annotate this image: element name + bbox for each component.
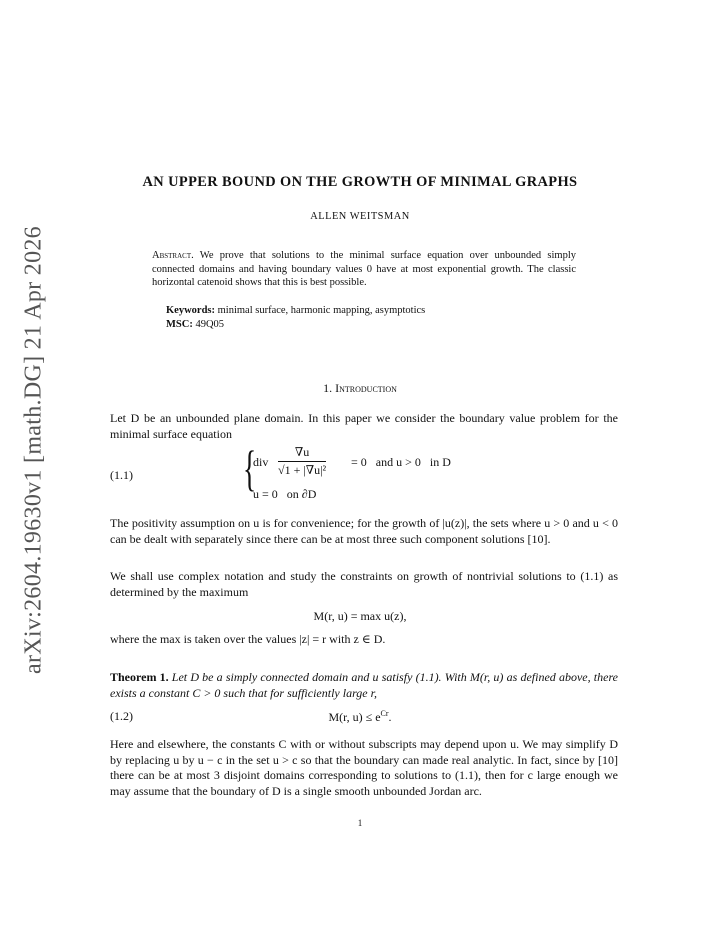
eq-fraction-numerator: ∇u xyxy=(294,445,310,459)
msc-label: MSC: xyxy=(166,319,193,330)
equation-1-1-number: (1.1) xyxy=(110,468,133,482)
abstract-label: Abstract. xyxy=(152,250,194,261)
paper-title: AN UPPER BOUND ON THE GROWTH OF MINIMAL GRAPHS xyxy=(142,174,578,190)
paragraph-3: We shall use complex notation and study the constraints on growth of nontrivial solutions to (1.1) as determined by the maximum xyxy=(110,569,618,599)
arxiv-id-text: arXiv:2604.19630v1 [math.DG] 21 Apr 2026 xyxy=(20,226,47,674)
abstract-text: We prove that solutions to the minimal surface equation over unbounded simply connected domains and having boundary values 0 have at most exponential growth. The classic horizontal catenoid shows that this is best possible. xyxy=(152,250,576,289)
keywords-line xyxy=(166,305,425,316)
section-title: Introduction xyxy=(335,381,397,395)
arxiv-identifier xyxy=(20,226,47,674)
paragraph-2: The positivity assumption on u is for convenience; for the growth of |u(z)|, the sets where u > 0 and u < 0 can be dealt with separately since there can be at most three such component solutions [10]. xyxy=(110,516,618,546)
section-heading xyxy=(0,381,720,396)
equation-1-2-number: (1.2) xyxy=(110,709,133,723)
equation-max: M(r, u) = max u(z), xyxy=(313,609,407,623)
theorem-text: Let D be a simply connected domain and u satisfy (1.1). With M(r, u) as defined above, there exists a constant C > 0 such that for sufficiently large r, xyxy=(110,670,619,700)
eq12-exponent: Cr xyxy=(380,709,389,718)
keywords-text: minimal surface, harmonic mapping, asymptotics xyxy=(215,305,426,316)
eq-div: div xyxy=(253,455,269,469)
msc-line xyxy=(166,319,224,330)
equation-1-2 xyxy=(0,709,720,725)
paragraph-1: Let D be an unbounded plane domain. In this paper we consider the boundary value problem for the minimal surface equation xyxy=(110,411,618,441)
fraction-bar xyxy=(278,461,326,462)
theorem-1 xyxy=(110,670,618,701)
msc-text: 49Q05 xyxy=(192,319,225,330)
equation-brace: { xyxy=(243,440,257,496)
section-number: 1. xyxy=(323,381,333,395)
theorem-label: Theorem 1. xyxy=(110,670,169,684)
paragraph-5: Here and elsewhere, the constants C with or without subscripts may depend upon u. We may simplify D by replacing u by u − c in the set u > c so that the boundary can made real analytic. In fact, since by [10] there can be at most 3 disjoint domains corresponding to solutions to (1.1), then for c large enough we may assume that the boundary of D is a single smooth unbounded Jordan arc. xyxy=(110,737,618,798)
page-number: 1 xyxy=(357,818,363,828)
paper-author: ALLEN WEITSMAN xyxy=(310,211,410,222)
equation-1-1 xyxy=(243,440,503,503)
eq-fraction-denominator: √1 + |∇u|² xyxy=(278,463,327,477)
eq-line2: u = 0 on ∂D xyxy=(253,487,317,501)
abstract xyxy=(152,249,576,290)
eq12-end: . xyxy=(388,710,392,724)
eq-fraction xyxy=(278,445,326,478)
keywords-label: Keywords: xyxy=(166,305,215,316)
paragraph-4: where the max is taken over the values |z| = r with z ∈ D. xyxy=(110,632,386,646)
eq12-main: M(r, u) ≤ e xyxy=(328,710,381,724)
eq-line1-rest: = 0 and u > 0 in D xyxy=(348,455,451,469)
